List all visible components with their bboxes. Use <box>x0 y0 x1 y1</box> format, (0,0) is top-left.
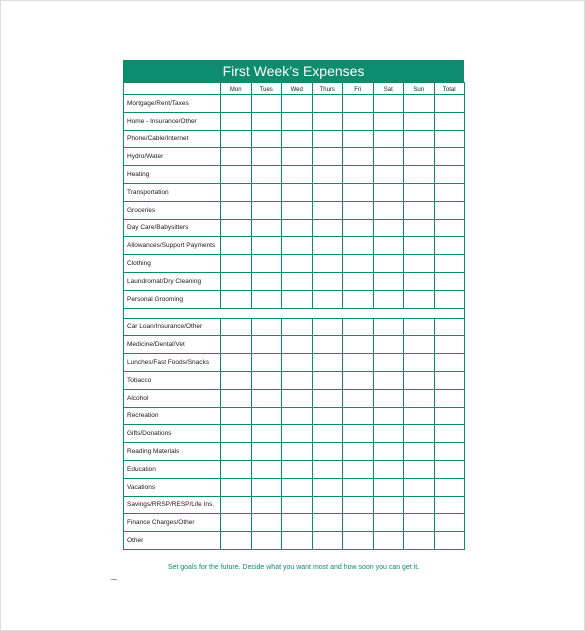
entry-cell[interactable] <box>373 166 404 184</box>
entry-cell[interactable] <box>282 389 313 407</box>
entry-cell[interactable] <box>434 95 465 113</box>
entry-cell[interactable] <box>312 219 343 237</box>
entry-cell[interactable] <box>221 95 252 113</box>
expense-row <box>124 443 465 461</box>
entry-cell[interactable] <box>404 425 435 443</box>
entry-cell[interactable] <box>434 532 465 550</box>
expense-row <box>124 425 465 443</box>
row-label: Heating <box>124 166 221 184</box>
entry-cell[interactable] <box>282 130 313 148</box>
header-tues: Tues <box>251 83 282 95</box>
entry-cell[interactable] <box>282 407 313 425</box>
entry-cell[interactable] <box>282 166 313 184</box>
entry-cell[interactable] <box>434 407 465 425</box>
entry-cell[interactable] <box>404 130 435 148</box>
entry-cell[interactable] <box>312 389 343 407</box>
entry-cell[interactable] <box>282 354 313 372</box>
entry-cell[interactable] <box>404 237 435 255</box>
entry-cell[interactable] <box>312 460 343 478</box>
row-label: Medicine/Dental/Vet <box>124 336 221 354</box>
entry-cell[interactable] <box>251 460 282 478</box>
entry-cell[interactable] <box>434 219 465 237</box>
row-label: Tobacco <box>124 371 221 389</box>
entry-cell[interactable] <box>251 407 282 425</box>
entry-cell[interactable] <box>343 460 374 478</box>
entry-cell[interactable] <box>221 425 252 443</box>
entry-cell[interactable] <box>404 112 435 130</box>
expense-table <box>123 82 465 550</box>
entry-cell[interactable] <box>282 290 313 308</box>
entry-cell[interactable] <box>434 354 465 372</box>
entry-cell[interactable] <box>312 443 343 461</box>
entry-cell[interactable] <box>434 272 465 290</box>
section-divider-cell <box>124 308 465 318</box>
entry-cell[interactable] <box>282 112 313 130</box>
entry-cell[interactable] <box>251 443 282 461</box>
entry-cell[interactable] <box>282 460 313 478</box>
row-label: Laundromat/Dry Cleaning <box>124 272 221 290</box>
entry-cell[interactable] <box>434 460 465 478</box>
entry-cell[interactable] <box>373 95 404 113</box>
entry-cell[interactable] <box>221 318 252 336</box>
entry-cell[interactable] <box>404 166 435 184</box>
row-label: Car Loan/Insurance/Other <box>124 318 221 336</box>
expense-row <box>124 148 465 166</box>
expense-row <box>124 219 465 237</box>
entry-cell[interactable] <box>373 183 404 201</box>
section-divider-row <box>124 308 465 318</box>
entry-cell[interactable] <box>343 201 374 219</box>
entry-cell[interactable] <box>282 272 313 290</box>
entry-cell[interactable] <box>312 166 343 184</box>
expense-row <box>124 95 465 113</box>
entry-cell[interactable] <box>434 478 465 496</box>
entry-cell[interactable] <box>282 443 313 461</box>
entry-cell[interactable] <box>251 371 282 389</box>
entry-cell[interactable] <box>434 148 465 166</box>
entry-cell[interactable] <box>312 532 343 550</box>
entry-cell[interactable] <box>251 272 282 290</box>
entry-cell[interactable] <box>404 318 435 336</box>
entry-cell[interactable] <box>312 407 343 425</box>
entry-cell[interactable] <box>404 219 435 237</box>
entry-cell[interactable] <box>312 148 343 166</box>
row-label: Gifts/Donations <box>124 425 221 443</box>
entry-cell[interactable] <box>343 183 374 201</box>
header-row <box>124 83 465 95</box>
row-label: Mortgage/Rent/Taxes <box>124 95 221 113</box>
entry-cell[interactable] <box>282 255 313 273</box>
entry-cell[interactable] <box>343 166 374 184</box>
entry-cell[interactable] <box>373 148 404 166</box>
entry-cell[interactable] <box>404 272 435 290</box>
entry-cell[interactable] <box>404 496 435 514</box>
entry-cell[interactable] <box>312 336 343 354</box>
row-label: Personal Grooming <box>124 290 221 308</box>
row-label: Day Care/Babysitters <box>124 219 221 237</box>
entry-cell[interactable] <box>221 272 252 290</box>
entry-cell[interactable] <box>251 496 282 514</box>
entry-cell[interactable] <box>373 255 404 273</box>
row-label: Home - Insurance/Other <box>124 112 221 130</box>
entry-cell[interactable] <box>434 290 465 308</box>
entry-cell[interactable] <box>221 354 252 372</box>
entry-cell[interactable] <box>221 255 252 273</box>
entry-cell[interactable] <box>312 112 343 130</box>
entry-cell[interactable] <box>373 425 404 443</box>
entry-cell[interactable] <box>221 336 252 354</box>
expense-row <box>124 407 465 425</box>
entry-cell[interactable] <box>373 354 404 372</box>
entry-cell[interactable] <box>343 130 374 148</box>
header-total: Total <box>434 83 465 95</box>
entry-cell[interactable] <box>282 237 313 255</box>
entry-cell[interactable] <box>434 389 465 407</box>
entry-cell[interactable] <box>343 112 374 130</box>
expense-row <box>124 166 465 184</box>
entry-cell[interactable] <box>373 318 404 336</box>
entry-cell[interactable] <box>251 95 282 113</box>
entry-cell[interactable] <box>251 201 282 219</box>
expense-row <box>124 460 465 478</box>
entry-cell[interactable] <box>434 425 465 443</box>
entry-cell[interactable] <box>373 112 404 130</box>
entry-cell[interactable] <box>434 130 465 148</box>
entry-cell[interactable] <box>343 532 374 550</box>
row-label: Vacations <box>124 478 221 496</box>
entry-cell[interactable] <box>373 514 404 532</box>
entry-cell[interactable] <box>343 255 374 273</box>
entry-cell[interactable] <box>404 336 435 354</box>
entry-cell[interactable] <box>312 371 343 389</box>
entry-cell[interactable] <box>343 371 374 389</box>
entry-cell[interactable] <box>251 219 282 237</box>
header-sun: Sun <box>404 83 435 95</box>
footer-note: Set goals for the future. Decide what you want most and how soon you can get it. <box>167 564 420 571</box>
entry-cell[interactable] <box>434 514 465 532</box>
row-label: Alcohol <box>124 389 221 407</box>
header-fri: Fri <box>343 83 374 95</box>
entry-cell[interactable] <box>434 371 465 389</box>
entry-cell[interactable] <box>251 425 282 443</box>
entry-cell[interactable] <box>373 237 404 255</box>
entry-cell[interactable] <box>282 514 313 532</box>
entry-cell[interactable] <box>282 148 313 166</box>
header-mon: Mon <box>221 83 252 95</box>
entry-cell[interactable] <box>434 318 465 336</box>
entry-cell[interactable] <box>404 389 435 407</box>
entry-cell[interactable] <box>221 183 252 201</box>
entry-cell[interactable] <box>404 514 435 532</box>
entry-cell[interactable] <box>343 336 374 354</box>
row-label: Recreation <box>124 407 221 425</box>
entry-cell[interactable] <box>251 318 282 336</box>
entry-cell[interactable] <box>251 354 282 372</box>
entry-cell[interactable] <box>404 183 435 201</box>
entry-cell[interactable] <box>282 496 313 514</box>
entry-cell[interactable] <box>434 201 465 219</box>
header-wed: Wed <box>282 83 313 95</box>
entry-cell[interactable] <box>434 496 465 514</box>
entry-cell[interactable] <box>343 290 374 308</box>
entry-cell[interactable] <box>282 532 313 550</box>
entry-cell[interactable] <box>434 443 465 461</box>
entry-cell[interactable] <box>251 336 282 354</box>
entry-cell[interactable] <box>282 371 313 389</box>
entry-cell[interactable] <box>404 478 435 496</box>
row-label: Phone/Cable/Internet <box>124 130 221 148</box>
entry-cell[interactable] <box>221 219 252 237</box>
expense-row <box>124 478 465 496</box>
entry-cell[interactable] <box>221 514 252 532</box>
entry-cell[interactable] <box>221 166 252 184</box>
expense-row <box>124 371 465 389</box>
entry-cell[interactable] <box>343 272 374 290</box>
entry-cell[interactable] <box>404 354 435 372</box>
entry-cell[interactable] <box>434 166 465 184</box>
row-label: Transportation <box>124 183 221 201</box>
row-label: Hydro/Water <box>124 148 221 166</box>
entry-cell[interactable] <box>221 496 252 514</box>
entry-cell[interactable] <box>373 389 404 407</box>
entry-cell[interactable] <box>434 255 465 273</box>
entry-cell[interactable] <box>312 201 343 219</box>
entry-cell[interactable] <box>373 336 404 354</box>
entry-cell[interactable] <box>221 201 252 219</box>
entry-cell[interactable] <box>404 443 435 461</box>
entry-cell[interactable] <box>221 478 252 496</box>
entry-cell[interactable] <box>251 532 282 550</box>
entry-cell[interactable] <box>343 237 374 255</box>
entry-cell[interactable] <box>343 496 374 514</box>
entry-cell[interactable] <box>343 425 374 443</box>
entry-cell[interactable] <box>221 290 252 308</box>
entry-cell[interactable] <box>251 166 282 184</box>
sheet-title: First Week’s Expenses <box>123 60 464 82</box>
entry-cell[interactable] <box>221 371 252 389</box>
entry-cell[interactable] <box>343 318 374 336</box>
entry-cell[interactable] <box>373 219 404 237</box>
entry-cell[interactable] <box>373 532 404 550</box>
entry-cell[interactable] <box>282 183 313 201</box>
entry-cell[interactable] <box>251 478 282 496</box>
entry-cell[interactable] <box>221 443 252 461</box>
entry-cell[interactable] <box>251 514 282 532</box>
entry-cell[interactable] <box>251 183 282 201</box>
entry-cell[interactable] <box>343 148 374 166</box>
entry-cell[interactable] <box>282 219 313 237</box>
entry-cell[interactable] <box>282 318 313 336</box>
row-label: Savings/RRSP/RESP/Life Ins. <box>124 496 221 514</box>
entry-cell[interactable] <box>373 201 404 219</box>
expense-row <box>124 130 465 148</box>
expense-row <box>124 201 465 219</box>
entry-cell[interactable] <box>343 354 374 372</box>
entry-cell[interactable] <box>221 130 252 148</box>
entry-cell[interactable] <box>221 148 252 166</box>
row-label: Lunches/Fast Foods/Snacks <box>124 354 221 372</box>
row-label: Allowances/Support Payments <box>124 237 221 255</box>
header-label-cell <box>124 83 221 95</box>
expense-row <box>124 514 465 532</box>
entry-cell[interactable] <box>251 290 282 308</box>
entry-cell[interactable] <box>343 407 374 425</box>
entry-cell[interactable] <box>343 219 374 237</box>
entry-cell[interactable] <box>434 237 465 255</box>
entry-cell[interactable] <box>312 496 343 514</box>
expense-rows <box>124 95 465 550</box>
entry-cell[interactable] <box>373 407 404 425</box>
expense-row <box>124 112 465 130</box>
entry-cell[interactable] <box>312 514 343 532</box>
entry-cell[interactable] <box>282 478 313 496</box>
entry-cell[interactable] <box>312 183 343 201</box>
expense-row <box>124 183 465 201</box>
entry-cell[interactable] <box>312 318 343 336</box>
entry-cell[interactable] <box>404 460 435 478</box>
entry-cell[interactable] <box>373 496 404 514</box>
entry-cell[interactable] <box>373 460 404 478</box>
entry-cell[interactable] <box>373 272 404 290</box>
row-label: Clothing <box>124 255 221 273</box>
entry-cell[interactable] <box>251 130 282 148</box>
entry-cell[interactable] <box>221 389 252 407</box>
expense-row <box>124 532 465 550</box>
entry-cell[interactable] <box>343 514 374 532</box>
entry-cell[interactable] <box>404 255 435 273</box>
expense-row <box>124 255 465 273</box>
entry-cell[interactable] <box>373 478 404 496</box>
row-label: Groceries <box>124 201 221 219</box>
expense-row <box>124 237 465 255</box>
entry-cell[interactable] <box>373 290 404 308</box>
entry-cell[interactable] <box>312 272 343 290</box>
header-thurs: Thurs <box>312 83 343 95</box>
expense-row <box>124 389 465 407</box>
expense-sheet <box>123 60 464 550</box>
entry-cell[interactable] <box>404 532 435 550</box>
row-label: Other <box>124 532 221 550</box>
entry-cell[interactable] <box>373 443 404 461</box>
entry-cell[interactable] <box>312 95 343 113</box>
entry-cell[interactable] <box>434 336 465 354</box>
entry-cell[interactable] <box>251 237 282 255</box>
expense-row <box>124 318 465 336</box>
entry-cell[interactable] <box>282 201 313 219</box>
entry-cell[interactable] <box>221 237 252 255</box>
row-label: Education <box>124 460 221 478</box>
entry-cell[interactable] <box>282 95 313 113</box>
entry-cell[interactable] <box>312 255 343 273</box>
page-mark <box>111 579 117 580</box>
entry-cell[interactable] <box>312 237 343 255</box>
entry-cell[interactable] <box>312 290 343 308</box>
entry-cell[interactable] <box>282 425 313 443</box>
expense-row <box>124 336 465 354</box>
expense-row <box>124 496 465 514</box>
expense-row <box>124 290 465 308</box>
entry-cell[interactable] <box>312 354 343 372</box>
entry-cell[interactable] <box>312 130 343 148</box>
entry-cell[interactable] <box>404 148 435 166</box>
row-label: Finance Charges/Other <box>124 514 221 532</box>
entry-cell[interactable] <box>221 407 252 425</box>
entry-cell[interactable] <box>251 255 282 273</box>
entry-cell[interactable] <box>373 130 404 148</box>
entry-cell[interactable] <box>251 148 282 166</box>
entry-cell[interactable] <box>404 201 435 219</box>
entry-cell[interactable] <box>343 95 374 113</box>
entry-cell[interactable] <box>251 112 282 130</box>
entry-cell[interactable] <box>404 290 435 308</box>
entry-cell[interactable] <box>221 112 252 130</box>
expense-row <box>124 354 465 372</box>
entry-cell[interactable] <box>221 532 252 550</box>
entry-cell[interactable] <box>343 478 374 496</box>
entry-cell[interactable] <box>282 336 313 354</box>
header-sat: Sat <box>373 83 404 95</box>
row-label: Reading Materials <box>124 443 221 461</box>
entry-cell[interactable] <box>434 183 465 201</box>
entry-cell[interactable] <box>404 371 435 389</box>
entry-cell[interactable] <box>434 112 465 130</box>
entry-cell[interactable] <box>221 460 252 478</box>
entry-cell[interactable] <box>343 443 374 461</box>
entry-cell[interactable] <box>343 389 374 407</box>
entry-cell[interactable] <box>312 425 343 443</box>
entry-cell[interactable] <box>251 389 282 407</box>
entry-cell[interactable] <box>312 478 343 496</box>
entry-cell[interactable] <box>404 95 435 113</box>
entry-cell[interactable] <box>373 371 404 389</box>
entry-cell[interactable] <box>404 407 435 425</box>
expense-row <box>124 272 465 290</box>
